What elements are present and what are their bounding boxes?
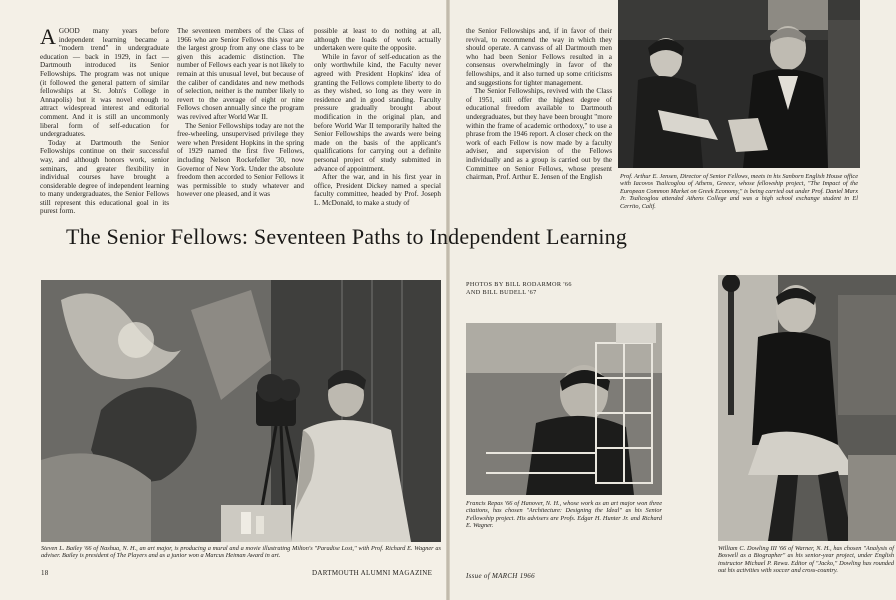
article-column-1: [40, 24, 169, 216]
article-column-4: [466, 27, 612, 182]
photo-dowling-image: [718, 275, 896, 541]
article-column-2: [177, 27, 304, 199]
article-paragraph: Today at Dartmouth the Senior Fellowships continue on their successful way, and although honors work, senior seminars, and greater flexibility in individual courses have brought a considerable degree of independent learning to many undergraduates, the Senior Fellows still represent this educational goal in its purest form.: [40, 138, 169, 216]
article-paragraph: The seventeen members of the Class of 1966 who are Senior Fellows this year are the largest group from any one class to be given this academic distinction. The number of Fellows each year is not likely to remain at this unusual level, but because of the caliber of candidates and new methods of selection, neither is the number likely to revert to the average of eight or nine Fellows chosen annually since the program was revived after World War II.: [177, 27, 304, 121]
photo-jensen-office: [618, 0, 860, 168]
article-column-3: [314, 27, 441, 207]
article-paragraph: the Senior Fellowships and, if in favor of their revival, to recommend the way in which they should operate. A canvass of all Dartmouth men who had been Senior Fellows resulted in a consensus overwhelmingly in favor of the fellowships, and it also turned up some criticisms and suggestions for tighter management.: [466, 27, 612, 87]
photo-bailey-mural: [41, 280, 441, 542]
article-paragraph: The Senior Fellowships today are not the free-wheeling, unsupervised privilege they were when President Hopkins in the spring of 1929 named the first five Fellows, including Nelson Rockefeller '30, now Governor of New York. Under the absolute freedom then accorded to Senior Fellows it was permissible to study whatever and however one pleased, and it was: [177, 121, 304, 199]
caption-dowling: William C. Dowling III '66 of Warner, N. H., has chosen "Analysis of Boswell as a Biographer" as his senior-year project, under English instructor Michael P. Rewa. Editor of "Jacko," Dowling has rounded out his activities with soccer and cross-country.: [718, 545, 894, 575]
article-paragraph: The Senior Fellowships, revived with the Class of 1951, still offer the highest degree of educational freedom available to Dartmouth undergraduates, but they have been brought "more within the frame of academic orthodoxy," to use a phrase from the 1946 report. A closer check on the work of each Fellow is now made by a faculty adviser, and supervision of the Fellows individually and as a group is carried out by the Committee on Senior Fellows, whose present chairman, Prof. Arthur E. Jensen of the English: [466, 87, 612, 182]
caption-bailey: Steven L. Bailey '66 of Nashua, N. H., an art major, is producing a mural and a movie illustrating Milton's "Paradise Lost," with Prof. Richard E. Wagner as adviser. Bailey is president of The Players and as a junior won a Marcus Heiman Award in art.: [41, 545, 441, 560]
photo-credit-line: PHOTOS BY BILL RODARMOR '66: [466, 281, 572, 288]
caption-jensen: Prof. Arthur E. Jensen, Director of Senior Fellows, meets in his Sanborn English House office with Iacovos Tsalicoglou of Athens, Greece, whose fellowship project, "The Impact of the European Common Market on Greek Economy," is being carried out under Prof. Daniel Marx Jr. Tsalicoglou attended Athens College and was a high school exchange student in El Cerrito, Calif.: [620, 173, 858, 210]
photo-credit: [466, 281, 626, 297]
issue-date: Issue of MARCH 1966: [466, 572, 535, 580]
article-paragraph: While in favor of self-education as the only worthwhile kind, the Faculty never agreed with President Hopkins' idea of granting the Fellows complete liberty to do as they wished, so long as they were in residence and in good standing. Faculty pressure gradually brought about modification in the original plan, and before World War II temporarily halted the Senior Fellowships the awards were being made on the basis of the applicant's qualifications for carrying out a definite personal project of study submitted in advance of appointment.: [314, 52, 441, 173]
photo-bailey-image: [41, 280, 441, 542]
article-title: The Senior Fellows: Seventeen Paths to Independent Learning: [66, 224, 628, 249]
photo-repas-image: [466, 323, 662, 495]
page-gutter: [446, 0, 450, 600]
magazine-name: DARTMOUTH ALUMNI MAGAZINE: [312, 569, 433, 577]
drop-cap: A: [40, 24, 56, 49]
article-paragraph: After the war, and in his first year in office, President Dickey named a special faculty committee, headed by Prof. Joseph L. McDonald, to make a study of: [314, 173, 441, 207]
photo-dowling-study: [718, 275, 896, 541]
caption-repas: Francis Repas '66 of Hanover, N. H., whose work as an art major won three citations, has chosen "Architecture: Designing the Ideal" as his Senior Fellowship project. His advisers are Profs. Edgar H. Hunter Jr. and Richard E. Wagner.: [466, 500, 662, 530]
page-number-left: 18: [41, 569, 49, 577]
article-paragraph: GOOD many years before independent learning became a "modern trend" in undergraduate education — back in 1929, in fact — Dartmouth introduced its Senior Fellowships. The program was not unique (it followed the general pattern of similar fellowships at St. John's College in Annapolis) but it was novel enough to attract widespread interest and editorial comment. And it is still an uncommonly liberal form of self-education for undergraduates.: [40, 27, 169, 139]
right-page: [448, 0, 896, 600]
photo-credit-line: AND BILL BUDELL '67: [466, 289, 537, 296]
article-paragraph: possible at least to do nothing at all, although the loads of work actually undertaken were quite the opposite.: [314, 27, 441, 53]
photo-jensen-image: [618, 0, 860, 168]
photo-repas-architecture: [466, 323, 662, 495]
